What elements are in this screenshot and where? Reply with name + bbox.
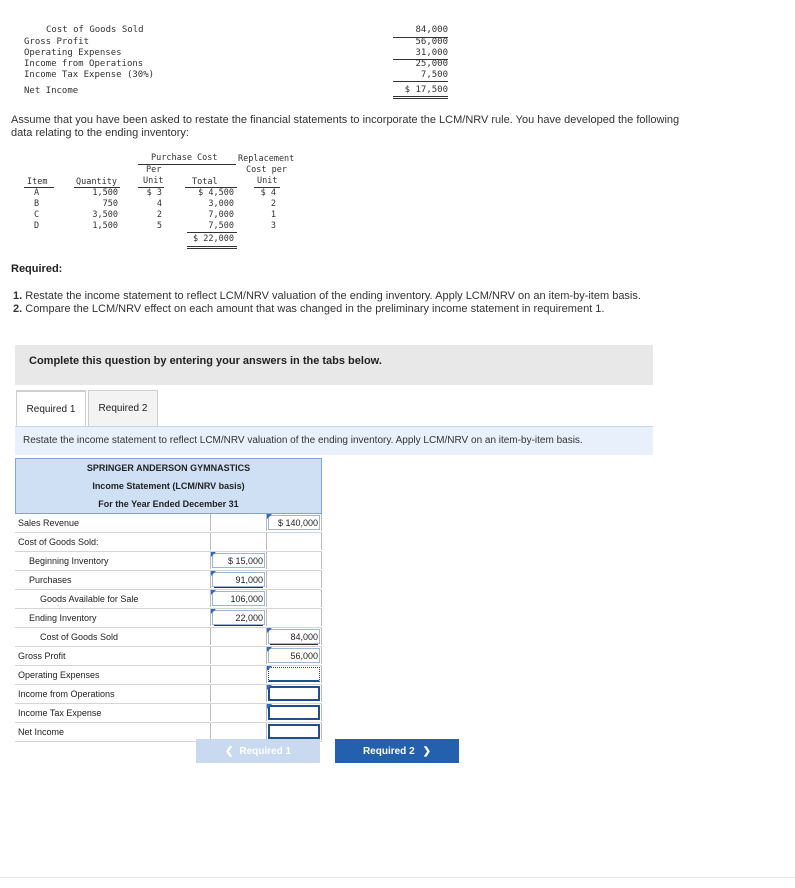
repl-cell: $ 4 — [260, 188, 276, 198]
amount-cell-b[interactable] — [266, 723, 322, 740]
per-unit-cell: 5 — [156, 221, 162, 231]
prelim-label-opex: Operating Expenses — [24, 48, 122, 58]
grand-total: $ 22,000 — [193, 234, 234, 244]
statement-title: Income Statement (LCM/NRV basis) — [15, 477, 322, 495]
amount-cell-b — [266, 571, 322, 588]
flag-icon — [267, 628, 272, 633]
tab-prompt-text: Restate the income statement to reflect LCM/NRV valuation of the ending inventory. Apply LCM/NRV on an item-by-item basis. — [23, 435, 583, 446]
per-unit-cell: 2 — [156, 210, 162, 220]
flag-icon — [211, 552, 216, 557]
amount-cell-a — [210, 533, 266, 550]
repl-cell: 1 — [270, 210, 276, 220]
required-text: Compare the LCM/NRV effect on each amount that was changed in the preliminary income statement in requirement 1. — [25, 303, 605, 315]
flag-icon — [211, 590, 216, 595]
prelim-label-net-income: Net Income — [24, 86, 79, 96]
tab-required-1[interactable]: Required 1 — [16, 390, 86, 426]
flag-icon — [211, 571, 216, 576]
prev-button-label: Required 1 — [239, 745, 292, 757]
row-label: Gross Profit — [18, 651, 66, 661]
required-item-1 — [13, 290, 713, 303]
total-cell: 7,500 — [208, 221, 234, 231]
amount-cell-b[interactable]: 56,000 — [266, 647, 322, 664]
flag-icon — [267, 514, 272, 519]
flag-icon — [267, 647, 272, 652]
amount-cell-a[interactable]: 22,000 — [210, 609, 266, 626]
statement-row-operating-expenses — [15, 666, 322, 685]
row-label: Income from Operations — [18, 689, 115, 699]
col-header-purchase-cost: Purchase Cost — [151, 153, 218, 163]
intro-paragraph: Assume that you have been asked to restate the financial statements to incorporate the LCM/NRV rule. You have developed the following data relating to the ending inventory: — [11, 114, 680, 139]
row-label: Beginning Inventory — [29, 556, 109, 566]
instruction-box — [15, 345, 653, 385]
col-header-item: Item — [27, 177, 48, 187]
statement-company: SPRINGER ANDERSON GYMNASTICS — [15, 458, 322, 477]
total-cell: 7,000 — [208, 210, 234, 220]
required-text: Restate the income statement to reflect LCM/NRV valuation of the ending inventory. Apply LCM/NRV on an item-by-item basis. — [25, 290, 641, 302]
instruction-text: Complete this question by entering your answers in the tabs below. — [29, 355, 382, 367]
prev-required-button[interactable] — [196, 739, 320, 763]
row-label: Income Tax Expense — [18, 708, 102, 718]
tab-required-2[interactable]: Required 2 — [88, 390, 158, 426]
tab-prompt-bar — [15, 426, 653, 455]
prelim-value-gross-profit: 56,000 — [415, 37, 448, 47]
flag-icon — [267, 666, 272, 671]
col-header-per: Per — [146, 165, 162, 175]
prelim-value-net-income: $ 17,500 — [404, 85, 448, 95]
item-cell: B — [34, 199, 40, 209]
amount-cell-b[interactable] — [266, 704, 322, 721]
per-unit-cell: 4 — [156, 199, 162, 209]
statement-row-beginning-inventory — [15, 552, 322, 571]
amount-cell-a — [210, 704, 266, 721]
required-heading: Required: — [11, 263, 63, 275]
amount-cell-b[interactable] — [266, 685, 322, 702]
amount-cell-b — [266, 609, 322, 626]
row-label: Ending Inventory — [29, 613, 97, 623]
statement-row-sales-revenue — [15, 514, 322, 533]
flag-icon — [267, 704, 272, 709]
statement-row-gross-profit — [15, 647, 322, 666]
prelim-value-opex: 31,000 — [415, 48, 448, 58]
col-header-total: Total — [192, 177, 218, 187]
inventory-data-table — [0, 150, 320, 250]
prelim-double-underline — [393, 96, 448, 99]
total-cell: 3,000 — [208, 199, 234, 209]
row-label: Operating Expenses — [18, 670, 100, 680]
total-cell: $ 4,500 — [198, 188, 234, 198]
amount-cell-b[interactable]: $ 140,000 — [266, 514, 322, 531]
amount-cell-a — [210, 685, 266, 702]
row-label: Sales Revenue — [18, 518, 80, 528]
statement-row-goods-available — [15, 590, 322, 609]
amount-cell-b — [266, 552, 322, 569]
next-button-label: Required 2 — [362, 745, 415, 757]
prelim-underline — [393, 81, 448, 82]
repl-cell: 2 — [270, 199, 276, 209]
qty-cell: 750 — [102, 199, 118, 209]
per-unit-cell: $ 3 — [146, 188, 162, 198]
prelim-label-tax: Income Tax Expense (30%) — [24, 70, 155, 80]
chevron-right-icon: ❯ — [422, 745, 432, 757]
item-cell: D — [34, 221, 40, 231]
statement-row-income-tax-expense — [15, 704, 322, 723]
total-rule — [187, 232, 237, 233]
row-label: Net Income — [18, 727, 65, 737]
qty-cell: 1,500 — [92, 188, 118, 198]
col-header-quantity: Quantity — [76, 177, 117, 187]
amount-cell-a — [210, 666, 266, 683]
item-cell: C — [34, 210, 40, 220]
col-header-replacement: Replacement — [238, 154, 295, 164]
bottom-divider — [0, 877, 795, 878]
amount-cell-a[interactable]: $ 15,000 — [210, 552, 266, 569]
qty-cell: 3,500 — [92, 210, 118, 220]
prelim-label-cogs: Cost of Goods Sold — [46, 25, 144, 35]
prelim-label-income-ops: Income from Operations — [24, 59, 144, 69]
flag-icon — [267, 685, 272, 690]
row-label: Cost of Goods Sold — [40, 632, 119, 642]
repl-cell: 3 — [270, 221, 276, 231]
amount-cell-b[interactable] — [266, 666, 322, 683]
prelim-value-cogs: 84,000 — [415, 25, 448, 35]
required-item-2 — [13, 303, 713, 316]
statement-row-ending-inventory — [15, 609, 322, 628]
income-statement-grid — [15, 458, 322, 742]
amount-cell-a — [210, 723, 266, 740]
amount-cell-b — [266, 533, 322, 550]
required-num: 1. — [13, 290, 23, 302]
amount-cell-a — [210, 514, 266, 531]
row-label: Purchases — [29, 575, 72, 585]
prelim-value-income-ops: 25,000 — [415, 59, 448, 69]
statement-row-purchases — [15, 571, 322, 590]
amount-cell-a — [210, 647, 266, 664]
amount-cell-a[interactable]: 106,000 — [210, 590, 266, 607]
statement-period: For the Year Ended December 31 — [15, 495, 322, 514]
statement-row-income-from-operations — [15, 685, 322, 704]
prelim-value-tax: 7,500 — [420, 70, 448, 80]
amount-cell-b[interactable]: 84,000 — [266, 628, 322, 645]
chevron-left-icon: ❮ — [224, 745, 234, 757]
row-label: Cost of Goods Sold: — [18, 537, 99, 547]
col-header-per-unit: Unit — [143, 176, 164, 186]
qty-cell: 1,500 — [92, 221, 118, 231]
col-header-cost-per: Cost per — [246, 165, 287, 175]
flag-icon — [211, 609, 216, 614]
col-header-repl-unit: Unit — [257, 176, 278, 186]
item-cell: A — [34, 188, 40, 198]
prelim-label-gross-profit: Gross Profit — [24, 37, 90, 47]
total-double-rule — [187, 246, 237, 249]
next-required-button[interactable] — [335, 739, 459, 763]
statement-row-cogs-total — [15, 628, 322, 647]
preliminary-income-statement — [0, 0, 460, 100]
statement-row-cogs-header — [15, 533, 322, 552]
required-num: 2. — [13, 303, 23, 315]
row-label: Goods Available for Sale — [40, 594, 139, 604]
amount-cell-b — [266, 590, 322, 607]
amount-cell-a[interactable]: 91,000 — [210, 571, 266, 588]
amount-cell-a — [210, 628, 266, 645]
